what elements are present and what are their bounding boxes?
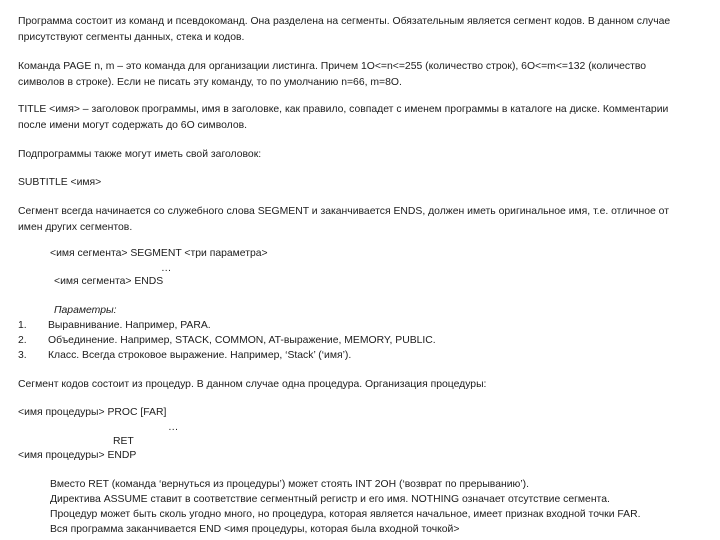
procedure-intro: Сегмент кодов состоит из процедур. В данном случае одна процедура. Организация процедуры: [18, 379, 487, 390]
paragraph-page-line-2: символов в строке). Если не писать эту команду, то по умолчанию n=66, m=8О. [18, 77, 402, 88]
proc-code-line-4: <имя процедуры> ENDP [18, 450, 137, 461]
params-item-1-text: Выравнивание. Например, PARA. [48, 320, 211, 331]
closing-line-4: Вся программа заканчивается END <имя процедуры, которая была входной точкой> [50, 524, 460, 535]
params-item-3-text: Класс. Всегда строковое выражение. Например, ‘Stack’ (‘имя’). [48, 350, 352, 361]
segment-code-line-3: <имя сегмента> ENDS [54, 276, 164, 287]
params-item-3-number: 3. [18, 350, 27, 361]
paragraph-page-line-1: Команда PAGE n, m – это команда для организации листинга. Причем 1О<=n<=255 (количество строк), 6О<=m<=132 (количество [18, 61, 647, 72]
params-heading: Параметры: [54, 305, 117, 316]
segment-code-line-1: <имя сегмента> SEGMENT <три параметра> [50, 248, 268, 259]
paragraph-subroutine-title: Подпрограммы также могут иметь свой заголовок: [18, 149, 262, 160]
proc-code-line-1: <имя процедуры> PROC [FAR] [18, 407, 167, 418]
paragraph-title-line-2: после имени могут содержать до 6О символов. [18, 120, 248, 131]
proc-code-ellipsis: … [168, 422, 179, 433]
subtitle-syntax: SUBTITLE <имя> [18, 177, 102, 188]
closing-line-2: Директива ASSUME ставит в соответствие сегментный регистр и его имя. NOTHING означает отсутствие сегмента. [50, 494, 610, 505]
params-item-2-number: 2. [18, 335, 27, 346]
paragraph-segment-line-1: Сегмент всегда начинается со служебного слова SEGMENT и заканчивается ENDS, должен иметь оригинальное имя, т.е. отличное от [18, 206, 669, 217]
paragraph-intro-line-1: Программа состоит из команд и псевдокоманд. Она разделена на сегменты. Обязательным является сегмент кодов. В данном случае [18, 16, 671, 27]
closing-line-1: Вместо RET (команда ‘вернуться из процедуры’) может стоять INT 2ОН (‘возврат по прерыванию’). [50, 479, 529, 490]
proc-code-ret: RET [113, 436, 134, 447]
paragraph-intro-line-2: присутствуют сегменты данных, стека и кодов. [18, 32, 245, 43]
params-item-1-number: 1. [18, 320, 27, 331]
segment-code-ellipsis: … [161, 263, 172, 274]
params-item-2-text: Объединение. Например, STACK, COMMON, AT-выражение, MEMORY, PUBLIC. [48, 335, 436, 346]
paragraph-title-line-1: TITLE <имя> – заголовок программы, имя в заголовке, как правило, совпадет с именем программы в каталоге на диске. Комментарии [18, 104, 669, 115]
paragraph-segment-line-2: имен других сегментов. [18, 222, 133, 233]
closing-line-3: Процедур может быть сколь угодно много, но процедура, которая является начальное, имеет признак входной точки FAR. [50, 509, 641, 520]
